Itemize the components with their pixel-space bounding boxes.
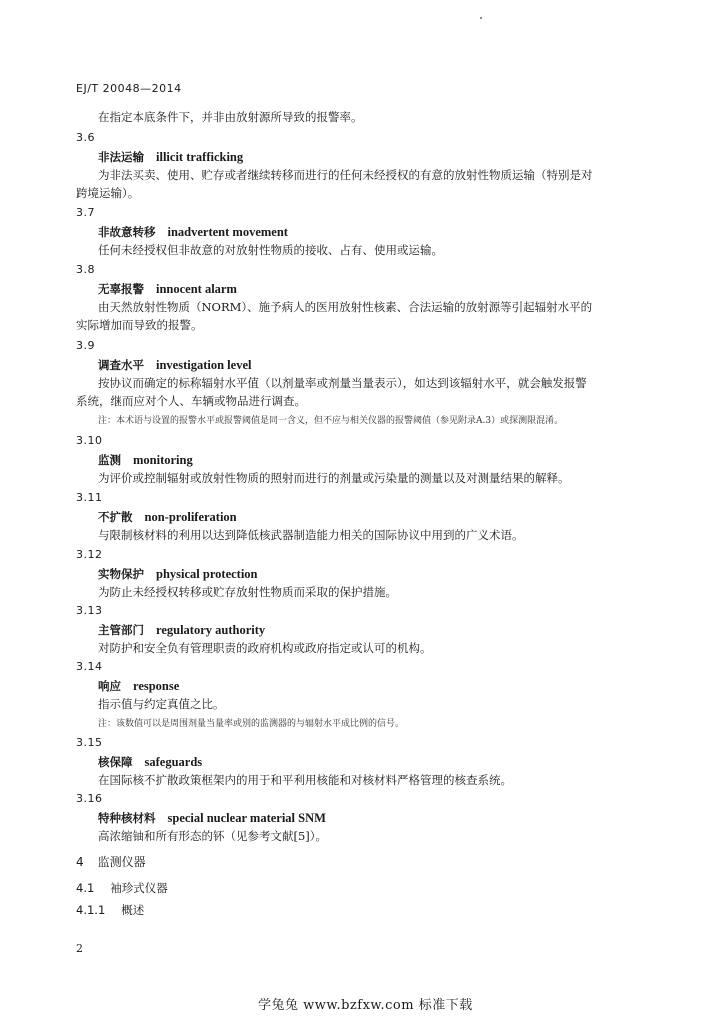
term-heading [98,149,243,165]
term-en: investigation level [156,358,252,372]
clause-number: 3.15 [76,736,103,749]
section-title: 监测仪器 [97,855,146,869]
section-number: 4.1 [76,881,95,895]
term-heading [98,754,202,770]
term-en: physical protection [156,567,258,581]
term-en: non-proliferation [144,510,237,524]
definition-line: 为防止未经授权转移或贮存放射性物质而采取的保护措施。 [98,585,397,599]
term-heading [98,566,258,582]
section-heading [76,853,146,870]
term-en: inadvertent movement [167,225,288,239]
term-en: illicit trafficking [156,150,244,164]
clause-number: 3.7 [76,206,95,219]
definition-line: 在国际核不扩散政策框架内的用于和平利用核能和对核材料严格管理的核查系统。 [98,773,512,787]
section-number: 4.1.1 [76,903,106,917]
definition-line: 实际增加而导致的报警。 [76,318,203,332]
footer-watermark: 学兔兔 www.bzfxw.com 标准下载 [258,998,473,1013]
term-heading [98,452,193,468]
note-line: 注：该数值可以是周围剂量当量率或别的监测器的与辐射水平成比例的信号。 [98,719,405,729]
term-heading [98,509,237,525]
term-en: response [133,679,180,693]
term-cn: 特种核材料 [98,811,156,825]
term-en: safeguards [144,755,203,769]
definition-line: 与限制核材料的利用以达到降低核武器制造能力相关的国际协议中用到的广义术语。 [98,528,524,542]
term-heading [98,810,326,826]
clause-number: 3.13 [76,604,103,617]
term-heading [98,622,265,638]
clause-number: 3.14 [76,660,103,673]
definition-line: 跨境运输）。 [76,186,140,200]
clause-number: 3.8 [76,263,95,276]
term-cn: 非故意转移 [98,225,156,239]
definition-line: 高浓缩铀和所有形态的钚（见参考文献[5]）。 [98,829,328,843]
definition-line: 按协议而确定的标称辐射水平值（以剂量率或剂量当量表示），如达到该辐射水平，就会触发报警 [98,376,587,390]
clause-number: 3.6 [76,131,95,144]
term-cn: 实物保护 [98,567,144,581]
clause-number: 3.12 [76,548,103,561]
scan-speck [480,17,482,19]
definition-line: 由天然放射性物质（NORM）、施予病人的医用放射性核素、合法运输的放射源等引起辐射水平的 [98,300,593,314]
term-cn: 不扩散 [98,510,133,524]
section-number: 4 [76,855,84,869]
term-en: monitoring [133,453,193,467]
term-heading [98,678,179,694]
term-cn: 无辜报警 [98,282,144,296]
note-line: 注：本术语与设置的报警水平或报警阈值是同一含义，但不应与相关仪器的报警阈值（参见附录A.3）或探测限混淆。 [98,416,564,426]
term-heading [98,281,237,297]
term-cn: 调查水平 [98,358,144,372]
section-title: 概述 [121,903,145,917]
term-cn: 核保障 [98,755,133,769]
definition-line: 为评价或控制辐射或放射性物质的照射而进行的剂量或污染量的测量以及对测量结果的解释。 [98,471,570,485]
page-number: 2 [76,942,83,955]
term-heading [98,357,251,373]
subsection-heading [76,902,144,918]
clause-number: 3.11 [76,491,103,504]
clause-number: 3.16 [76,792,103,805]
definition-line: 系统，继而应对个人、车辆或物品进行调查。 [76,394,306,408]
term-en: innocent alarm [156,282,237,296]
term-cn: 非法运输 [98,150,144,164]
section-title: 袖珍式仪器 [110,881,168,895]
term-heading [98,224,288,240]
term-cn: 监测 [98,453,121,467]
term-en: special nuclear material SNM [167,811,326,825]
definition-line: 对防护和安全负有管理职责的政府机构或政府指定或认可的机构。 [98,641,432,655]
clause-number: 3.10 [76,434,103,447]
standard-code: EJ/T 20048—2014 [76,82,182,95]
term-cn: 主管部门 [98,623,144,637]
intro-line: 在指定本底条件下，并非由放射源所导致的报警率。 [98,110,363,124]
term-en: regulatory authority [156,623,266,637]
term-cn: 响应 [98,679,121,693]
clause-number: 3.9 [76,339,95,352]
subsection-heading [76,880,168,896]
definition-line: 任何未经授权但非故意的对放射性物质的接收、占有、使用或运输。 [98,243,443,257]
definition-line: 指示值与约定真值之比。 [98,697,225,711]
definition-line: 为非法买卖、使用、贮存或者继续转移而进行的任何未经授权的有意的放射性物质运输（特别是对 [98,168,593,182]
